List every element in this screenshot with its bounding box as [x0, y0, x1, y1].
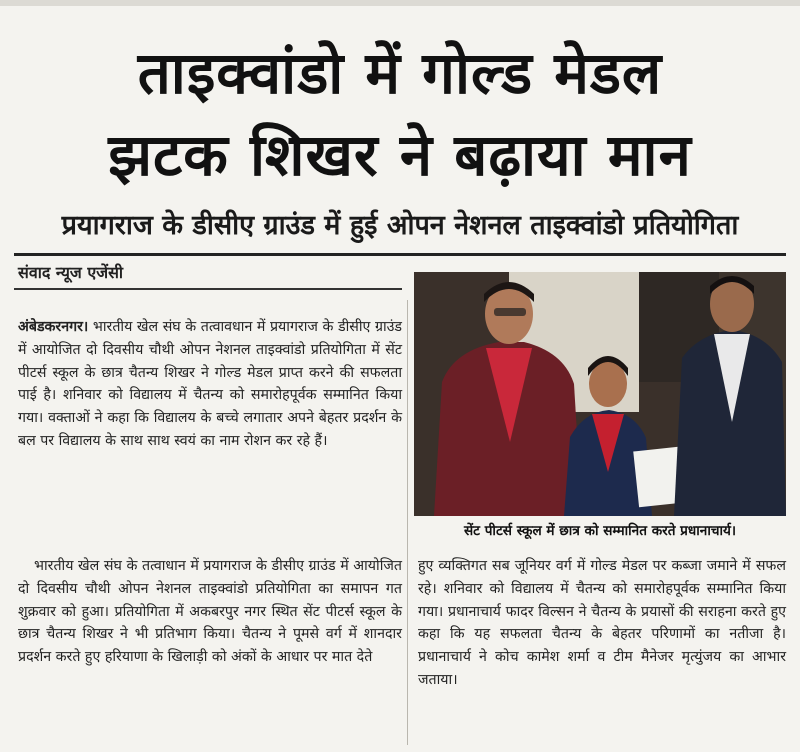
headline-line-1: ताइक्वांडो में गोल्ड मेडल	[137, 39, 663, 107]
column-divider	[407, 300, 408, 745]
subheadline: प्रयागराज के डीसीए ग्राउंड में हुई ओपन नेशनल ताइक्वांडो प्रतियोगिता	[61, 210, 739, 241]
article-column-left-bottom	[18, 555, 402, 669]
top-edge-strip	[0, 0, 800, 6]
article-column-right-bottom	[418, 555, 786, 692]
photo-illustration	[414, 272, 786, 516]
headline-line-2: झटक शिखर ने बढ़ाया मान	[108, 121, 692, 189]
headline-rule	[14, 253, 786, 256]
paragraph-1-text: भारतीय खेल संघ के तत्वावधान में प्रयागराज के डीसीए ग्राउंड में आयोजित दो दिवसीय चौथी ओपन नेशनल ताइक्वांडो प्रतियोगिता में सेंट पीटर्स स्कूल के छात्र चैतन्य शिखर ने गोल्ड मेडल प्राप्त करने की सफलता पाई है। शनिवार को विद्यालय में चैतन्य को समारोहपूर्वक सम्मानित किया गया। वक्ताओं ने कहा कि विद्यालय के बच्चे लगातार अपने बेहतर प्रदर्शन के बल पर विद्यालय के साथ साथ स्वयं का नाम रोशन कर रहे हैं।	[18, 319, 402, 449]
article-paragraph-2: भारतीय खेल संघ के तत्वाधान में प्रयागराज के डीसीए ग्राउंड में आयोजित दो दिवसीय चौथी ओपन नेशनल ताइक्वांडो प्रतियोगिता का समापन गत शुक्रवार को हुआ। प्रतियोगिता में अकबरपुर नगर स्थित सेंट पीटर्स स्कूल के छात्र चैतन्य शिखर ने भी प्रतिभाग किया। चैतन्य ने पूमसे वर्ग में शानदार प्रदर्शन करते हुए हरियाणा के खिलाड़ी को अंकों के आधार पर मात देते	[18, 558, 402, 666]
photo-caption: सेंट पीटर्स स्कूल में छात्र को सम्मानित करते प्रधानाचार्य।	[414, 518, 786, 544]
agency-byline: संवाद न्यूज एजेंसी	[18, 263, 124, 282]
byline-rule	[14, 288, 402, 290]
news-photo	[414, 272, 786, 516]
article-column-left-top	[18, 316, 402, 453]
article-paragraph-3: हुए व्यक्तिगत सब जूनियर वर्ग में गोल्ड मेडल पर कब्जा जमाने में सफल रहे। शनिवार को विद्यालय में चैतन्य को समारोहपूर्वक सम्मानित किया गया। प्रधानाचार्य फादर विल्सन ने चैतन्य के प्रयासों की सराहना करते हुए कहा कि यह सफलता चैतन्य के बेहतर परिणामों का नतीजा है। प्रधानाचार्य ने कोच कामेश शर्मा व टीम मैनेजर मृत्युंजय का आभार जताया।	[418, 558, 786, 688]
dateline: अंबेडकरनगर।	[18, 319, 89, 335]
article-paragraph-1	[18, 316, 402, 453]
